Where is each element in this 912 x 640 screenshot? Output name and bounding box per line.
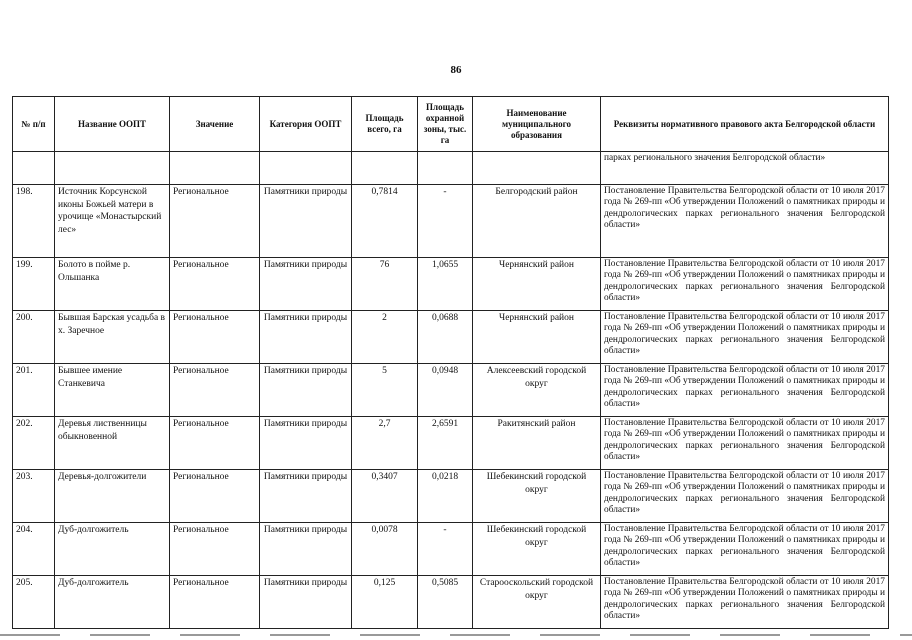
cell-category: Памятники природы [260,576,352,629]
cell-legal-act: Постановление Правительства Белгородской области от 10 июля 2017 года № 269-пп «Об утверждении Положений о памятниках природы и дендрологических парках регионального значения Белгородской области» [601,258,889,311]
cell-name: Бывшая Барская усадьба в х. Заречное [55,311,170,364]
cell-name: Деревья лиственницы обыкновенной [55,417,170,470]
cell-municipality: Шебекинский городской округ [473,470,601,523]
header-buffer-area: Площадь охранной зоны, тыс. га [418,97,473,152]
protected-areas-table [12,96,889,629]
cell-legal-act: Постановление Правительства Белгородской области от 10 июля 2017 года № 269-пп «Об утверждении Положений о памятниках природы и дендрологических парках регионального значения Белгородской области» [601,576,889,629]
cell-empty [170,152,260,185]
cell-area: 0,3407 [352,470,418,523]
cell-buffer-area: 0,0688 [418,311,473,364]
header-legal-act: Реквизиты нормативного правового акта Белгородской области [601,97,889,152]
cell-legal-act: Постановление Правительства Белгородской области от 10 июля 2017 года № 269-пп «Об утверждении Положений о памятниках природы и дендрологических парках регионального значения Белгородской области» [601,523,889,576]
cell-significance: Региональное [170,258,260,311]
cell-legal-act: Постановление Правительства Белгородской области от 10 июля 2017 года № 269-пп «Об утверждении Положений о памятниках природы и дендрологических парках регионального значения Белгородской области» [601,417,889,470]
cell-empty [13,152,55,185]
header-municipality: Наименование муниципального образования [473,97,601,152]
header-significance: Значение [170,97,260,152]
cell-buffer-area: - [418,523,473,576]
cell-category: Памятники природы [260,185,352,258]
cell-significance: Региональное [170,576,260,629]
cell-legal-act: Постановление Правительства Белгородской области от 10 июля 2017 года № 269-пп «Об утверждении Положений о памятниках природы и дендрологических парках регионального значения Белгородской области» [601,311,889,364]
cell-category: Памятники природы [260,523,352,576]
cell-number: 201. [13,364,55,417]
cell-significance: Региональное [170,470,260,523]
cell-category: Памятники природы [260,311,352,364]
cell-buffer-area: 0,0218 [418,470,473,523]
cell-area: 2,7 [352,417,418,470]
cell-municipality: Шебекинский городской округ [473,523,601,576]
cell-number: 204. [13,523,55,576]
cell-buffer-area: 0,0948 [418,364,473,417]
cell-significance: Региональное [170,523,260,576]
continuation-text: парках регионального значения Белгородской области» [601,152,889,185]
cell-municipality: Ракитянский район [473,417,601,470]
table-row [13,258,889,311]
cell-legal-act: Постановление Правительства Белгородской области от 10 июля 2017 года № 269-пп «Об утверждении Положений о памятниках природы и дендрологических парках регионального значения Белгородской области» [601,185,889,258]
cell-area: 76 [352,258,418,311]
cell-category: Памятники природы [260,417,352,470]
cell-name: Бывшее имение Станкевича [55,364,170,417]
cell-legal-act: Постановление Правительства Белгородской области от 10 июля 2017 года № 269-пп «Об утверждении Положений о памятниках природы и дендрологических парках регионального значения Белгородской области» [601,364,889,417]
cell-number: 205. [13,576,55,629]
cell-significance: Региональное [170,417,260,470]
cell-buffer-area: 1,0655 [418,258,473,311]
cell-number: 203. [13,470,55,523]
cell-area: 0,0078 [352,523,418,576]
cell-legal-act: Постановление Правительства Белгородской области от 10 июля 2017 года № 269-пп «Об утверждении Положений о памятниках природы и дендрологических парках регионального значения Белгородской области» [601,470,889,523]
cell-empty [352,152,418,185]
continuation-row [13,152,889,185]
cell-buffer-area: 2,6591 [418,417,473,470]
table-row [13,417,889,470]
cell-number: 202. [13,417,55,470]
cell-name: Дуб-долгожитель [55,576,170,629]
cell-name: Болото в пойме р. Ольшанка [55,258,170,311]
page-number: 86 [450,64,462,76]
cell-area: 5 [352,364,418,417]
cell-number: 199. [13,258,55,311]
cell-municipality: Чернянский район [473,311,601,364]
cell-municipality: Старооскольский городской округ [473,576,601,629]
cell-significance: Региональное [170,311,260,364]
header-num: № п/п [13,97,55,152]
cell-municipality: Алексеевский городской округ [473,364,601,417]
cell-municipality: Чернянский район [473,258,601,311]
cell-number: 200. [13,311,55,364]
table-row [13,576,889,629]
cell-category: Памятники природы [260,470,352,523]
header-area: Площадь всего, га [352,97,418,152]
cell-empty [260,152,352,185]
cell-significance: Региональное [170,185,260,258]
table-row [13,364,889,417]
table-row [13,523,889,576]
cell-category: Памятники природы [260,364,352,417]
cell-number: 198. [13,185,55,258]
cell-empty [55,152,170,185]
cell-area: 0,125 [352,576,418,629]
page-bottom-rule [0,634,912,636]
cell-buffer-area: - [418,185,473,258]
table-row [13,470,889,523]
cell-name: Деревья-долгожители [55,470,170,523]
cell-significance: Региональное [170,364,260,417]
header-name: Название ООПТ [55,97,170,152]
cell-name: Источник Корсунской иконы Божьей матери в урочище «Монастырский лес» [55,185,170,258]
cell-municipality: Белгородский район [473,185,601,258]
cell-area: 0,7814 [352,185,418,258]
table-row [13,185,889,258]
cell-empty [473,152,601,185]
header-category: Категория ООПТ [260,97,352,152]
table-header-row [13,97,889,152]
cell-buffer-area: 0,5085 [418,576,473,629]
cell-empty [418,152,473,185]
cell-category: Памятники природы [260,258,352,311]
cell-area: 2 [352,311,418,364]
table-row [13,311,889,364]
cell-name: Дуб-долгожитель [55,523,170,576]
